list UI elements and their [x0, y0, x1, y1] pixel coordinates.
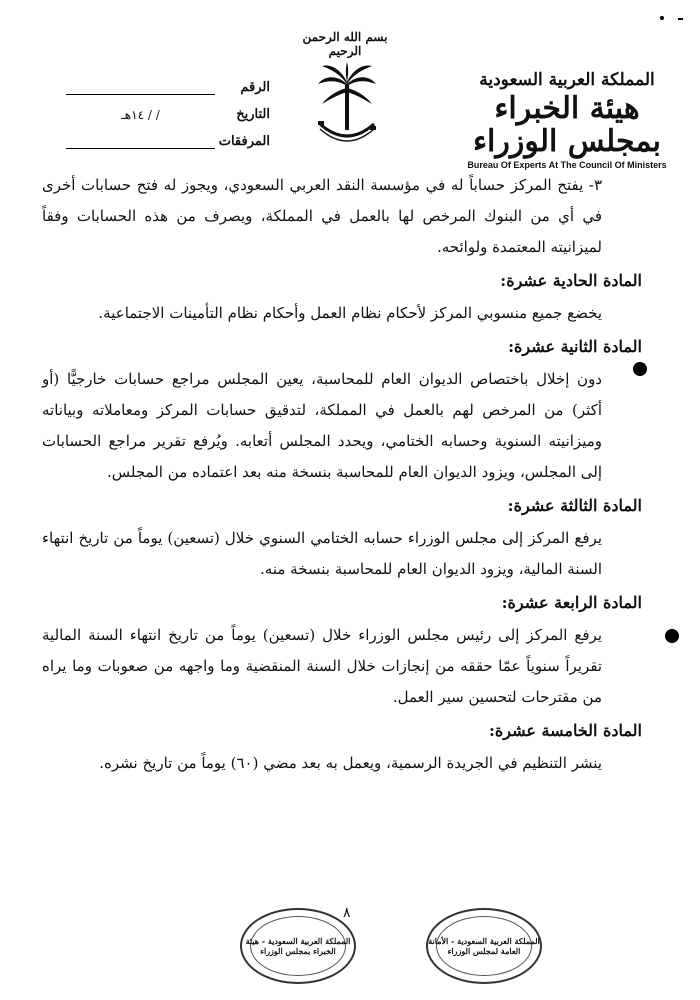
- basmala: بسم الله الرحمن الرحيم: [302, 30, 388, 58]
- article-13-title: المادة الثالثة عشرة:: [507, 496, 642, 515]
- article-15-title: المادة الخامسة عشرة:: [489, 721, 642, 740]
- article-15-text: ينشر التنظيم في الجريدة الرسمية، ويعمل به بعد مضي (٦٠) يوماً من تاريخ نشره.: [99, 754, 602, 772]
- corner-dash: [678, 18, 683, 20]
- date-label: التاريخ: [236, 107, 270, 122]
- attachments-line: [66, 132, 215, 149]
- bureau-name-english: Bureau Of Experts At The Council Of Ministers: [467, 160, 667, 170]
- article-14-title: المادة الرابعة عشرة:: [501, 593, 642, 612]
- article-11-title: المادة الحادية عشرة:: [500, 271, 642, 290]
- seal-text: المملكة العربية السعودية - الأمانة العامة لمجلس الوزراء: [428, 936, 540, 956]
- palm-swords-emblem-icon: [316, 62, 378, 152]
- article-13-text: يرفع المركز إلى مجلس الوزراء حسابه الختامي السنوي خلال (تسعين) يوماً من تاريخ انتهاء السنة المالية، ويزود الديوان العام للمحاسبة بنسخة منه.: [42, 529, 602, 578]
- attachments-label: المرفقات: [218, 134, 270, 149]
- punch-hole: [633, 362, 647, 376]
- official-seal-left: [240, 908, 356, 984]
- date-row: [60, 95, 270, 122]
- reference-block: [60, 68, 270, 149]
- clause-3: ٣- يفتح المركز حساباً له في مؤسسة النقد العربي السعودي، ويجوز له فتح حسابات أخرى في أي من البنوك المرخص لها بالعمل في المملكة، ويصرف من هذه الحسابات وفقاً لميزانيته المعتمدة ولوائحه.: [42, 176, 602, 256]
- official-seal-right: [426, 908, 542, 984]
- article-14-text: يرفع المركز إلى رئيس مجلس الوزراء خلال (تسعين) يوماً من تاريخ انتهاء السنة المالية تقريراً سنوياً عمّا حققه من إنجازات خلال السنة المنقضية وما واجهه من صعوبات وما يراه من مقترحات لتحسين سير العمل.: [42, 626, 602, 706]
- article-11-text: يخضع جميع منسوبي المركز لأحكام نظام العمل وأحكام نظام التأمينات الاجتماعية.: [98, 304, 602, 322]
- document-body: [42, 170, 642, 779]
- punch-hole: [665, 629, 679, 643]
- page-number: ٨: [343, 905, 351, 921]
- ref-row: [60, 68, 270, 95]
- article-12-text: دون إخلال باختصاص الديوان العام للمحاسبة، يعين المجلس مراجع حسابات خارجيًّا (أو أكثر) من المرخص لهم بالعمل في المملكة، لتدقيق حسابات المركز ومعاملاته وبياناته وميزانيته السنوية وحسابه الختامي، ويحدد المجلس أتعابه. ويُرفع تقرير مراجع الحسابات إلى المجلس، ويزود الديوان العام للمحاسبة بنسخة منه بعد اعتماده من المجلس.: [42, 370, 602, 481]
- corner-mark: [660, 16, 664, 20]
- kingdom-name: المملكة العربية السعودية: [479, 70, 655, 90]
- bureau-name-arabic: هيئة الخبراء بمجلس الوزراء: [472, 91, 662, 159]
- ref-line: [66, 78, 215, 95]
- date-value: / / ١٤هـ: [121, 108, 160, 122]
- ref-label: الرقم: [240, 80, 270, 95]
- letterhead: [462, 70, 672, 170]
- seal-text: المملكة العربية السعودية - هيئة الخبراء بمجلس الوزراء: [245, 936, 351, 956]
- article-12-title: المادة الثانية عشرة:: [508, 337, 642, 356]
- attachments-row: [60, 122, 270, 149]
